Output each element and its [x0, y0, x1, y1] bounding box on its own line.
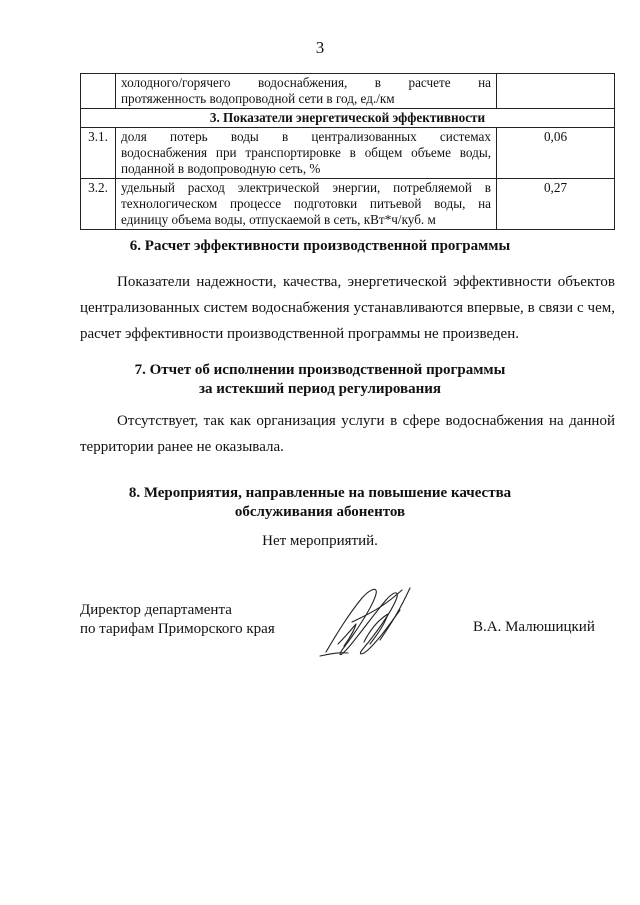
indicators-table	[80, 73, 615, 230]
paragraph-rest: централизованных систем водоснабжения устанавливаются впервые, в связи с чем, расчет эффективности производственной программы не произведен.	[80, 300, 615, 342]
row-value-cell: 0,27	[497, 179, 615, 230]
cell-text-line: технологическом процессе подготовки питьевой воды, на	[121, 196, 491, 211]
cell-text-line: водоснабжения при транспортировке в общем объеме воды,	[121, 145, 491, 160]
row-value-cell: 0,06	[497, 128, 615, 179]
signatory-name: В.А. Малюшицкий	[473, 619, 595, 635]
cell-text-line: холодного/горячего водоснабжения, в расчете на	[121, 75, 491, 90]
page-number: 3	[315, 38, 325, 57]
table-row	[81, 179, 615, 230]
row-number-cell: 3.1.	[81, 128, 116, 179]
signatory-title	[80, 601, 275, 639]
section-title-cell: 3. Показатели энергетической эффективности	[81, 109, 615, 128]
row-number-cell: 3.2.	[81, 179, 116, 230]
section-6-paragraph	[80, 269, 615, 347]
row-value-cell	[497, 74, 615, 109]
section-8-text: Нет мероприятий.	[262, 533, 378, 549]
signatory-title-line: Директор департамента	[80, 602, 232, 618]
heading-line: 8. Мероприятия, направленные на повышение качества	[128, 485, 512, 501]
paragraph-first-line: Отсутствует, так как организация услуги в сфере водоснабжения на данной	[117, 413, 615, 429]
heading-line: за истекший период регулирования	[198, 381, 442, 397]
paragraph-first-line: Показатели надежности, качества, энергетической эффективности объектов	[117, 274, 615, 290]
section-7-paragraph	[80, 408, 615, 460]
paragraph-rest: территории ранее не оказывала.	[80, 439, 284, 455]
heading-line: обслуживания абонентов	[234, 504, 406, 520]
table-section-row	[81, 109, 615, 128]
section-6-heading: 6. Расчет эффективности производственной программы	[129, 238, 511, 254]
cell-text-line: поданной в водопроводную сеть, %	[121, 161, 321, 176]
row-description-cell	[116, 128, 497, 179]
cell-text-line: доля потерь воды в централизованных системах	[121, 129, 491, 144]
section-7-heading	[0, 361, 640, 399]
handwritten-signature	[318, 580, 418, 660]
cell-text-line: протяженность водопроводной сети в год, ед./км	[121, 91, 395, 106]
signatory-title-line: по тарифам Приморского края	[80, 621, 275, 637]
table-row	[81, 74, 615, 109]
section-8-heading	[0, 484, 640, 522]
cell-text-line: единицу объема воды, отпускаемой в сеть, кВт*ч/куб. м	[121, 212, 436, 227]
row-number-cell	[81, 74, 116, 109]
cell-text-line: удельный расход электрической энергии, потребляемой в	[121, 180, 491, 195]
heading-line: 7. Отчет об исполнении производственной программы	[134, 362, 506, 378]
row-description-cell	[116, 74, 497, 109]
table-row	[81, 128, 615, 179]
row-description-cell	[116, 179, 497, 230]
